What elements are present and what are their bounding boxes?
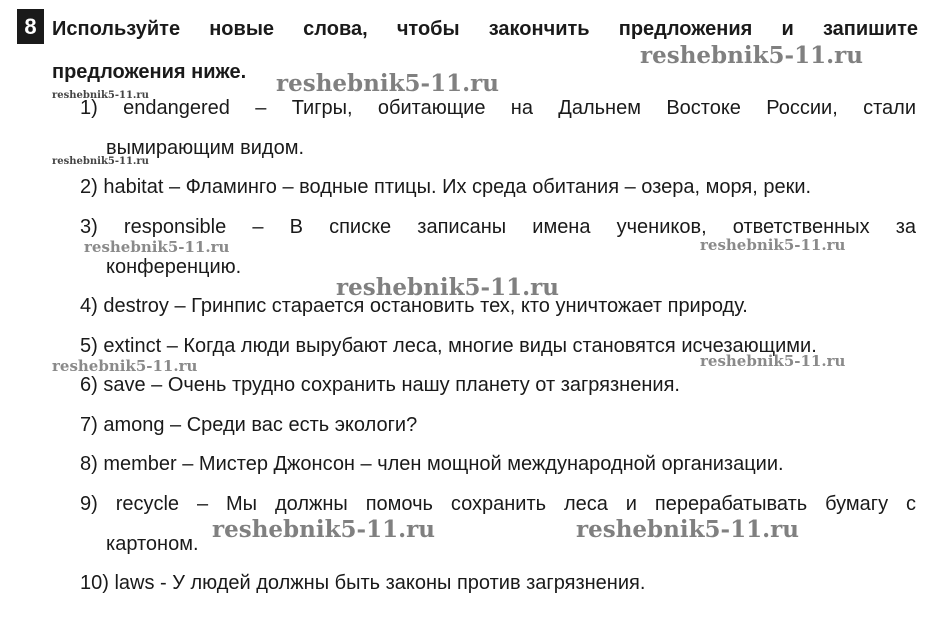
answer-3-line-2: конференцию. [106, 256, 242, 278]
watermark: reshebnik5-11.ru [640, 42, 863, 69]
answer-9-line-1: 9) recycle – Мы должны помочь сохранить леса и перерабатывать бумагу с [80, 493, 916, 515]
watermark: reshebnik5-11.ru [700, 236, 846, 254]
answer-9-line-2: картоном. [106, 533, 199, 555]
watermark: reshebnik5-11.ru [276, 70, 499, 97]
watermark: reshebnik5-11.ru [52, 156, 149, 167]
watermark: reshebnik5-11.ru [336, 274, 559, 301]
answer-1-line-1: 1) endangered – Тигры, обитающие на Дальнем Востоке России, стали [80, 97, 916, 119]
watermark: reshebnik5-11.ru [212, 516, 435, 543]
watermark: reshebnik5-11.ru [52, 357, 198, 375]
answer-2: 2) habitat – Фламинго – водные птицы. Их среда обитания – озера, моря, реки. [80, 176, 812, 198]
exercise-number-badge: 8 [17, 9, 44, 44]
answer-7: 7) among – Среди вас есть экологи? [80, 414, 418, 436]
watermark: reshebnik5-11.ru [84, 238, 230, 256]
watermark: reshebnik5-11.ru [700, 352, 846, 370]
answer-8: 8) member – Мистер Джонсон – член мощной международной организации. [80, 453, 784, 475]
watermark: reshebnik5-11.ru [52, 90, 149, 101]
answer-1-line-2: вымирающим видом. [106, 137, 304, 159]
instruction-line-1: Используйте новые слова, чтобы закончить предложения и запишите [52, 18, 918, 40]
instruction-line-2: предложения ниже. [52, 61, 247, 83]
answer-5: 5) extinct – Когда люди вырубают леса, многие виды становятся исчезающими. [80, 335, 817, 357]
answer-6: 6) save – Очень трудно сохранить нашу планету от загрязнения. [80, 374, 680, 396]
answer-3-line-1: 3) responsible – В списке записаны имена учеников, ответственных за [80, 216, 916, 238]
answer-4: 4) destroy – Гринпис старается остановить тех, кто уничтожает природу. [80, 295, 748, 317]
watermark: reshebnik5-11.ru [576, 516, 799, 543]
answer-10: 10) laws - У людей должны быть законы против загрязнения. [80, 572, 646, 594]
